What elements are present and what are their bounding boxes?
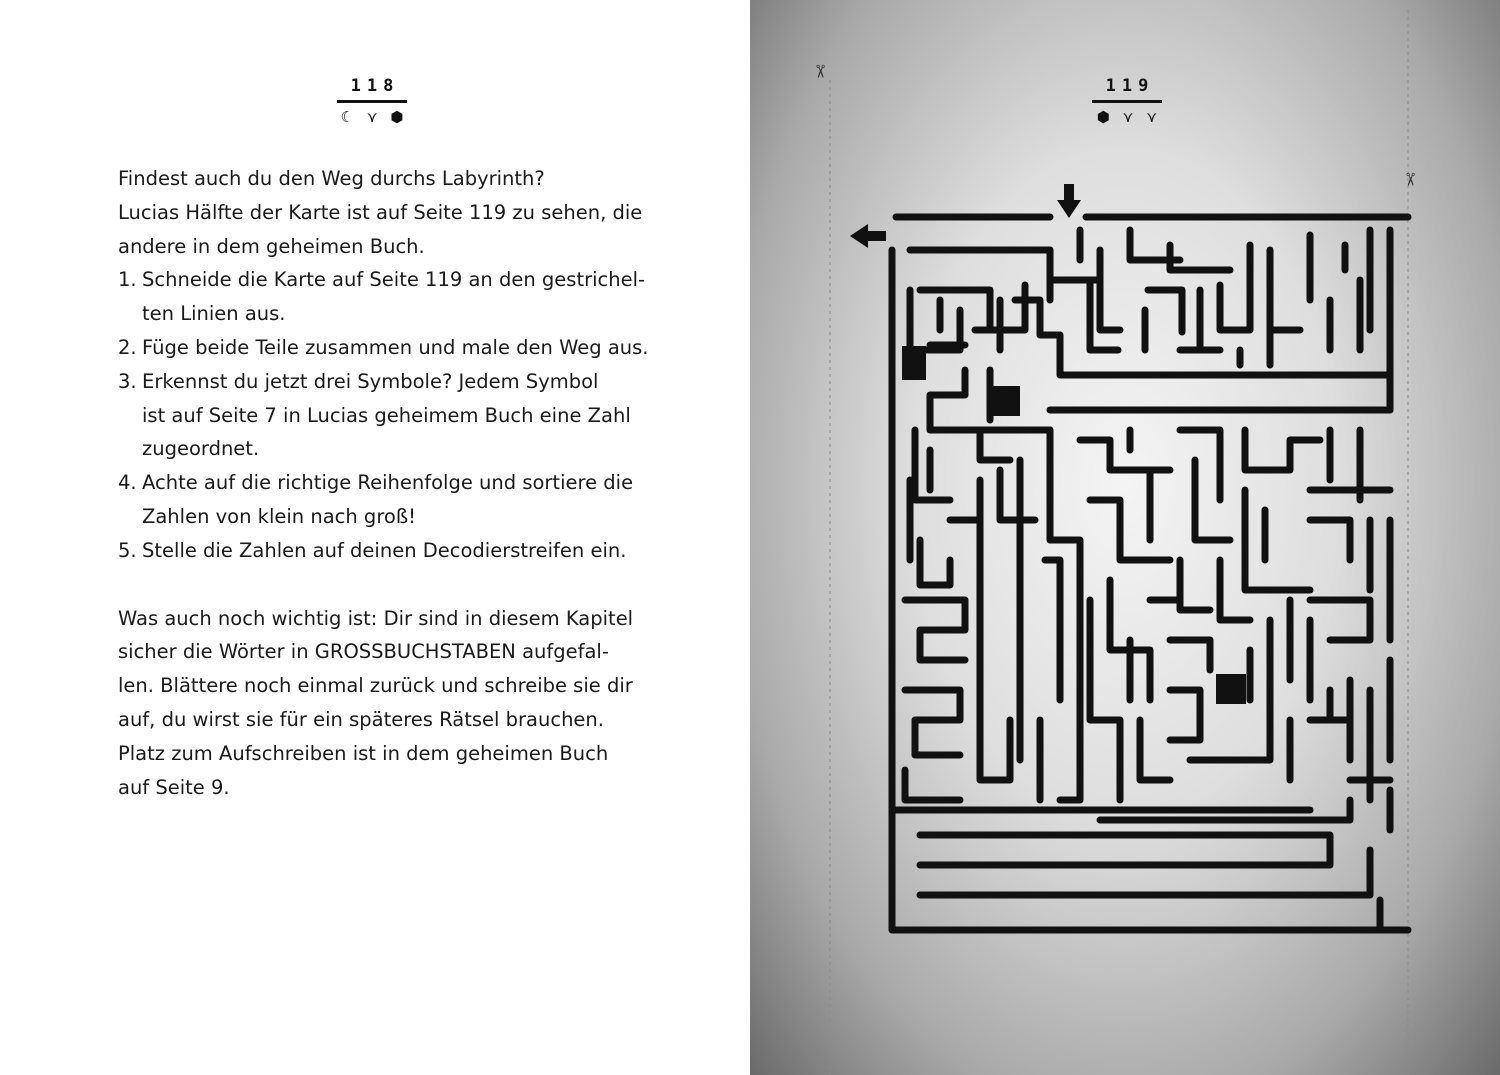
intro-line: Findest auch du den Weg durchs Labyrinth? [118,167,545,190]
step-item [118,534,678,568]
step-item [118,331,678,365]
note-line: sicher die Wörter in GROSSBUCHSTABEN aufgefal- [118,640,609,664]
step-text: Schneide die Karte auf Seite 119 an den gestrichel- [142,268,646,292]
exit-arrow-left-icon [850,224,886,248]
step-number: 3. [118,369,137,393]
page-symbols: ☾ ⋎ ⬢ [340,108,408,126]
step-text: Achte auf die richtige Reihenfolge und sortiere die [142,471,634,495]
scissors-icon: ✂ [809,64,830,80]
page-number: 118 [350,76,400,96]
page-number: 119 [1105,76,1155,96]
entry-arrow-down-icon [1057,184,1081,218]
right-page [750,0,1500,1075]
note-line: auf, du wirst sie für ein späteres Rätsel brauchen. [118,707,604,731]
step-number: 1. [118,268,137,292]
maze-symbol-square [1216,674,1246,704]
step-number: 5. [118,538,137,562]
step-text: Erkennst du jetzt drei Symbole? Jedem Symbol [142,369,599,393]
note-line: Was auch noch wichtig ist: Dir sind in diesem Kapitel [118,606,634,630]
note-line: len. Blättere noch einmal zurück und schreibe sie dir [118,674,633,698]
step-item [118,466,678,534]
maze-symbol-square [902,346,926,380]
instructions-text [118,162,678,804]
maze-symbol-square [990,386,1020,416]
intro-line: andere in dem geheimen Buch. [118,234,425,258]
maze-map [750,0,1500,1075]
step-number: 4. [118,471,137,495]
step-text: Füge beide Teile zusammen und male den Weg aus. [142,335,649,359]
step-text: ist auf Seite 7 in Lucias geheimem Buch eine Zahl [142,403,631,427]
folio-divider [337,100,407,103]
intro-line: Lucias Hälfte der Karte ist auf Seite 119 zu sehen, die [118,200,643,224]
note-line: auf Seite 9. [118,775,230,799]
step-item [118,263,678,331]
page-folio-118 [332,76,412,126]
note-line: Platz zum Aufschreiben ist in dem geheimen Buch [118,741,609,765]
step-text: zugeordnet. [142,437,260,461]
step-text: Zahlen von klein nach groß! [142,504,416,528]
step-number: 2. [118,335,137,359]
step-item [118,365,678,466]
maze-walls [892,217,1408,930]
step-text: Stelle die Zahlen auf deinen Decodierstreifen ein. [142,538,627,562]
page-symbols: ⬢ ⋎ ⋎ [1096,108,1162,126]
scissors-icon: ✂ [1399,172,1420,188]
step-text: ten Linien aus. [142,302,286,326]
